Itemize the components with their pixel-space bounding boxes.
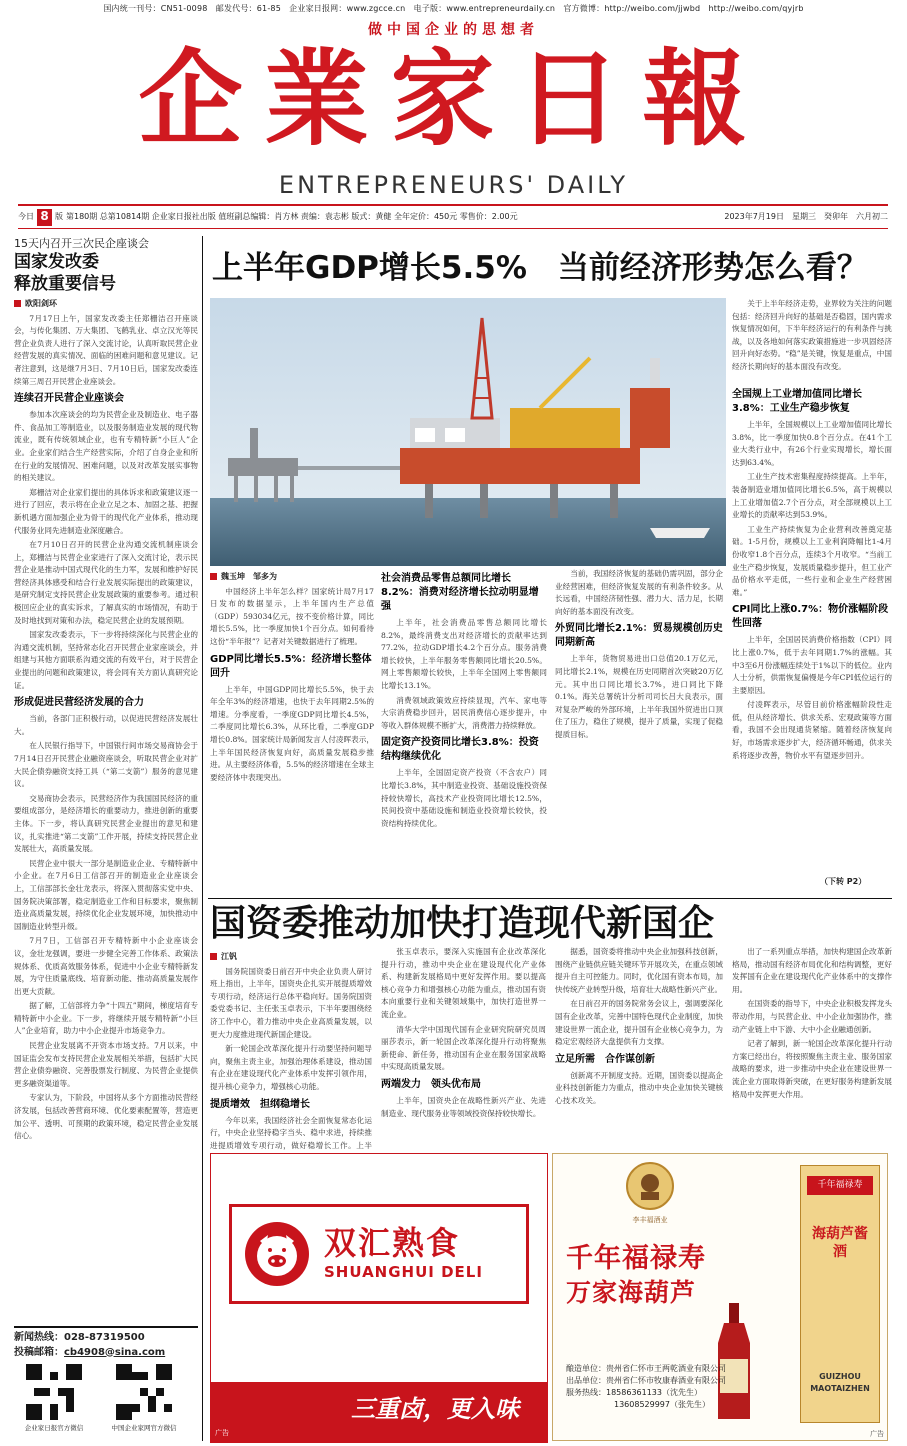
offshore-platform-image: [210, 298, 726, 566]
sasac-column-1: 江钒 国务院国资委日前召开中央企业负责人研讨班上指出，上半年，国资央企扎实开展提质增效专项行动，经济运行总体平稳向好。国务院国资委党委书记、主任张玉卓表示，下半年要围绕经济工作中心，着力推动中央企业高质量发展，以更大力度推进现代新国企建设。 新一轮国企改革深化提升行动要坚持问题导向，聚焦主责主业，加强治理体系建设，推动国有企业在建设现代化产业体系中发挥引领作用，提升核心竞争力，增强核心功能。 提质增效 担纲稳增长 今年以来，我国经济社会全面恢复常态化运行，中央企业坚持稳字当头、稳中求进，持续推进提质增效专项行动，做好稳增长工作。上半: [210, 952, 372, 1150]
qr-code-wechat-1: 企业家日报官方微信: [14, 1364, 94, 1433]
masthead-title: 企業家日報: [138, 37, 769, 160]
ad-haihulu-liquor[interactable]: [552, 1153, 888, 1441]
shuanghui-slogan: 三重卤，更入味: [351, 1395, 519, 1423]
box-en-1: GUIZHOU: [819, 1372, 861, 1382]
page-count-badge: 8: [37, 209, 52, 226]
qr-code-wechat-2: 中国企业家网官方微信: [104, 1364, 184, 1433]
gdp-headline: 上半年GDP增长5.5% 当前经济形势怎么看？: [212, 250, 868, 286]
sasac-subhead-3: 立足所需 合作谋创新: [555, 1053, 655, 1065]
left-footer: [14, 1326, 198, 1443]
today-pages: [18, 209, 518, 226]
hotline-number: 028-87319500: [64, 1332, 145, 1343]
gdp-column-a: 魏玉坤 邹多为 中国经济上半年怎么样？国家统计局7月17日发布的数据显示，上半年国内生产总值（GDP）593034亿元，按不变价格计算，同比增长5.5%，比一季度加快1个百分点。如何看待这份“半年报”？记者对关键数据进行了梳理。 GDP同比增长5.5%：经济增长整体回升 上半年，中国GDP同比增长5.5%，快于去年全年3%的经济增速，也快于去年同期2.5%的增速。分季度看，一季度GDP同比增长4.5%，二季度同比增长6.3%，从环比看，二季度GDP增长0.8%。国家统计局新闻发言人付凌晖表示，上半年国民经济恢复向好，高质量发展稳步推进。从主要经济体看，5.5%的经济增速在全球主要经济体中表现突出。: [210, 572, 374, 782]
box-top-label: 千年福禄寿: [807, 1176, 873, 1195]
qr-icon: [26, 1364, 82, 1420]
box-en-2: MAOTAIZHEN: [810, 1383, 870, 1393]
gdp-byline: 魏玉坤 邹多为: [210, 571, 374, 583]
gdp-right-column: 全国规上工业增加值同比增长3.8%：工业生产稳步恢复 上半年，全国规模以上工业增加值同比增长3.8%，比一季度加快0.8个百分点。在41个工业大类行业中，有26个行业实现增长，增长面达到63.4%。 工业生产技术密集程度持续提高。上半年，装备制造业增加值同比增长6.5%，高于规模以上工业增加值2.7个百分点，对全部规模以上工业增长的贡献率达到53.9%。 工业生产持续恢复为企业营利改善奠定基础。1-5月份，规模以上工业利润降幅比1-4月份收窄1.8个百分点，连续3个月收窄。“当前工业生产稳步恢复，发展质量稳步提升，但工业产品价格水平走低，一些行业和企业生产经营困难。” CPI同比上涨0.7%：物价涨幅阶段性回落 上半年，全国居民消费价格指数（CPI）同比上涨0.7%，低于去年同期1.7%的涨幅。其中3至6月份涨幅连续处于1%以下的低位。业内人士分析，供需恢复偏慢是今年CPI低位运行的主要原因。 付凌晖表示，尽管目前价格涨幅阶段性走低，但从经济增长、供求关系、宏观政策等方面看，我国不会出现通货紧缩。随着经济恢复向好，市场需求逐步扩大，经济循环畅通，供求关系将逐步改善，物价水平有望逐步回升。: [732, 389, 892, 760]
gdp-subhead-b2: 固定资产投资同比增长3.8%：投资结构继续优化: [381, 737, 539, 763]
email-row: 投稿邮箱：cb4908@sina.com: [14, 1346, 166, 1358]
gdp-photo: [210, 298, 726, 566]
liquor-box: [800, 1165, 880, 1423]
left-title-2: 释放重要信号: [14, 274, 116, 294]
sasac-column-2: 张玉卓表示，要深入实施国有企业改革深化提升行动，推动中央企业在建设现代化产业体系、构建新发展格局中更好发挥作用。要以提高核心竞争力和增强核心功能为重点，推动国有资本向重要行业和关键领域集中，加快打造世界一流企业。 清华大学中国现代国有企业研究院研究员周丽莎表示，新一轮国企改革深化提升行动将聚焦新使命、新任务，推动国有企业在服务国家战略中实现高质量发展。 两端发力 领头优布局 上半年，国资央企在战略性新兴产业、先进制造业、现代服务业等领域投资保持较快增长。: [381, 947, 546, 1118]
sasac-column-3: 据悉，国资委将推动中央企业加强科技创新，围绕产业链供应链关键环节开展攻关，在重点领域提升自主可控能力。同时，优化国有资本布局，加快传统产业转型升级，培育壮大战略性新兴产业。 在日前召开的国务院常务会议上，强调要深化国有企业改革，完善中国特色现代企业制度，加快建设世界一流企业，提升国有企业核心竞争力，为稳定宏观经济大盘提供有力支撑。 立足所需 合作谋创新 创新离不开制度支持。近期，国资委以提高企业科技创新能力为重点，推动中央企业加快关键核心技术攻关。: [555, 947, 723, 1105]
sasac-byline: 江钒: [210, 951, 372, 963]
email-address[interactable]: cb4908@sina.com: [64, 1346, 166, 1358]
liquor-hotline-1: 18586361133（沈先生）: [606, 1388, 702, 1397]
shuanghui-brand-cn: 双汇熟食: [324, 1224, 461, 1263]
ad-label: 广告: [215, 1429, 229, 1437]
gdp-subhead-b: 社会消费品零售总额同比增长8.2%：消费对经济增长拉动明显增强: [381, 573, 539, 612]
continued-note: （下转 P2）: [820, 877, 867, 886]
section-divider: [208, 898, 892, 899]
left-title-1: 国家发改委: [14, 252, 99, 272]
left-byline: 欧阳剑环: [14, 298, 198, 310]
sasac-headline: 国资委推动加快打造现代新国企: [210, 903, 715, 944]
ad-shuanghui[interactable]: [210, 1153, 548, 1443]
qr-icon: [116, 1364, 172, 1420]
liquor-hotline-2: 13608529997（张先生）: [614, 1400, 710, 1409]
sasac-column-4: 出了一系列重点举措，加快构建国企改革新格局，推动国有经济布局优化和结构调整，更好发挥国有企业在建设现代化产业体系中的支撑作用。 在国资委的指导下，中央企业积极发挥龙头带动作用，与民营企业、中小企业加强协作，推动产业链上中下游、大中小企业融通创新。 记者了解到，新一轮国企改革深化提升行动方案已经出台，将按照聚焦主责主业、服务国家战略的要求，进一步推动中央企业在建设世界一流企业方面取得新突破，在更好服务构建新发展格局中发挥更大作用。: [732, 947, 892, 1099]
column-divider: [202, 236, 203, 1441]
box-product-name: 海葫芦酱酒: [812, 1226, 868, 1261]
left-article: [14, 236, 198, 1326]
gdp-intro-column: 关于上半年经济走势，业界较为关注的问题包括：经济回升向好的基础是否稳固，国内需求恢复情况如何，下半年经济运行的有利条件与挑战，以及各地如何落实政策措施进一步巩固经济回升向好态势。“稳”是关键，恢复是重点，中国经济长期向好的基本面没有改变。: [732, 299, 892, 371]
shuanghui-brand-en: SHUANGHUI DELI: [324, 1263, 483, 1282]
left-kicker: 15天内召开三次民企座谈会: [14, 237, 149, 250]
left-body: 7月17日上午，国家发改委主任郑栅洁召开座谈会，与传化集团、万大集团、飞鹤乳业、卓立汉光等民营企业负责人进行了深入交流讨论，认真听取民营企业经营发展的真实情况、面临的困难问题和意见建议。记者注意到，这是继7月3日、7月10日后，国家发改委连续第三周召开民营企业座谈会。 连续召开民营企业座谈会 参加本次座谈会的均为民营企业及制造业、电子器件、食品加工等制造业，以及服务制造业发展的现代物流业，既有传统领域企业，也有专精特新“小巨人”企业。企业家们结合生产经营实际，介绍了自身企业和所在行业的发展情况、困难问题，以及对改革发展实事物的相关建议。 郑栅洁对企业家们提出的具体诉求和政策建议逐一进行了回应，表示将在企业立足之本、加固之基、把握新机遇方面加强企业为骨干的现代化产业体系，推动现代服务业同先进制造业深度融合。 在7月10日召开的民营企业沟通交流机制座谈会上，郑栅洁与民营企业家进行了深入交流讨论，表示民营企业是推动中国式现代化的生力军，发展和维护好民营经济具体感受和结合行业发展实际提出的政策建议，是研究制定支持民营企业发展政策的重要参考。通过积极回应企业的真实诉求，了解真实的市场情况，有助于及时地找到对策和办法，稳定民营企业的发展预期。 国家发改委表示，下一步将持续深化与民营企业的沟通交流机制，坚持常态化召开民营企业家座谈会，并组建与其他方面联系沟通交流的有效平台，对于民营企业提出的问题和政策建议，将会同有关方面认真研究论证。 形成促进民营经济发展的合力 当前，各部门正积极行动，以促进民营经济发展壮大。 在人民银行指导下，中国银行间市场交易商协会于7月14日召开民营企业融资座谈会，听取民营企业对扩大民企债券融资支持工具（“第二支箭”）服务的意见建议。 交易商协会表示，民营经济作为我国国民经济的重要组成部分，是经济增长的重要动力，推进创新的重要主体。下一步，将认真研究民营企业提出的意见和建议，扎实推进“第二支箭”工作开展，持续支持民营企业发展壮大，高质量发展。 民营企业中很大一部分是制造业企业、专精特新中小企业。在7月6日工信部召开的制造业企业座谈会上，工信部部长金壮龙表示，将深入贯彻落实党中央、国务院决策部署，稳定制造业工作和目标要求，聚焦制造业高质量发展，持续优化企业发展环境，加快推动中国制造业转型升级。 7月7日，工信部召开专精特新中小企业座谈会议，金壮龙强调，要进一步健全完善工作体系、政策法规体系、优质高效服务体系，促进中小企业专精特新发展，为守住质量底线、培育新动能、推动高质量发展作出更大贡献。 据了解，工信部将力争“十四五”期间，梯度培育专精特新中小企业。下一步，将继续开展专精特新“小巨人”企业培育，助力中小企业提升市场竞争力。 民营企业发展离不开资本市场支持。7月以来，中国证监会发布支持民营企业发展相关举措，包括扩大民营企业债券融资、完善股票发行制度、为民营企业提供更多融资渠道等。 专家认为，下阶段，中国将从多个方面推动民营经济发展，包括改善营商环境、优化要素配置等，营造更加公平、透明、可预期的政策环境，稳定民营企业发展信心。: [14, 313, 198, 1141]
sasac-subhead-2: 两端发力 领头优布局: [381, 1078, 481, 1090]
liquor-headline-2: 万家海葫芦: [566, 1278, 697, 1307]
masthead-tagline: 做中国企业的思想者: [368, 22, 539, 38]
gdp-column-c: 当前，我国经济恢复的基础仍需巩固，部分企业经营困难，但经济恢复发展的有利条件较多。从长远看，中国经济韧性强、潜力大、活力足，长期向好的基本面没有改变。 外贸同比增长2.1%：贸易规模创历史同期新高 上半年，货物贸易进出口总值20.1万亿元，同比增长2.1%，规模在历史同期首次突破20万亿元。其中出口同比增长3.7%，进口同比下降0.1%。海关总署统计分析司司长吕大良表示，面对复杂严峻的外部环境，上半年我国外贸进出口顶住了压力，稳住了规模，提升了质量，实现了促稳提质目标。: [555, 569, 723, 739]
liquor-contact-block: 酿造单位：贵州省仁怀市王两乾酒业有限公司 出品单位：贵州省仁怀市牧康春酒业有限公司 服务热线：18586361133（沈先生） 13608529997（张先生）: [566, 1363, 796, 1411]
gdp-subhead-c: 外贸同比增长2.1%：贸易规模创历史同期新高: [555, 623, 723, 649]
issue-info-bar: [18, 204, 888, 229]
left-subhead-1: 连续召开民营企业座谈会: [14, 393, 124, 405]
gdp-column-b: 社会消费品零售总额同比增长8.2%：消费对经济增长拉动明显增强 上半年，社会消费品零售总额同比增长8.2%，最终消费支出对经济增长的贡献率达到77.2%，拉动GDP增长4.2个百分点。服务消费增长较快，上半年服务零售额同比增长20.5%。网上零售额增长较快，上半年全国网上零售额同比增长13.1%。 消费领域政策效应持续显现，汽车、家电等大宗消费稳步回升，居民消费信心逐步提升，中等收入群体规模不断扩大，消费潜力持续释放。 固定资产投资同比增长3.8%：投资结构继续优化 上半年，全国固定资产投资（不含农户）同比增长3.8%，其中制造业投资、基础设施投资保持较快增长，高技术产业投资同比增长12.5%，民间投资中基础设施和制造业投资增长较快，投资结构持续优化。: [381, 573, 547, 828]
left-subhead-2: 形成促进民营经济发展的合力: [14, 697, 144, 709]
issue-details: 第180期 总第10814期 企业家日报社出版 值班副总编辑：肖方林 责编：袁志彬 版式：黄健 全年定价：450元 零售价：2.00元: [66, 212, 518, 222]
shuanghui-logo-box: [229, 1204, 529, 1304]
masthead-english: ENTREPRENEURS' DAILY: [278, 171, 629, 199]
sasac-subhead-1: 提质增效 担纲稳增长: [210, 1098, 310, 1110]
hotline-row: 新闻热线：028-87319500: [14, 1332, 145, 1343]
seal-logo-icon: [625, 1161, 675, 1211]
gdp-right-subhead-1: 全国规上工业增加值同比增长3.8%：工业生产稳步恢复: [732, 389, 862, 414]
pig-logo-icon: [242, 1219, 312, 1289]
publication-info: 国内统一刊号：CN51-0098 邮发代号：61-85 企业家日报网：www.zgcce.cn 电子版：www.entrepreneurdaily.cn 官方微博：http://weibo.com/jjwbd http://weibo.com/qyjrb: [103, 4, 804, 13]
today-label: 今日: [18, 212, 34, 222]
liquor-headline-1: 千年福禄寿: [566, 1243, 706, 1274]
page-count-unit: 版: [55, 212, 63, 222]
gdp-right-subhead-2: CPI同比上涨0.7%：物价涨幅阶段性回落: [732, 604, 889, 630]
liquor-logo: 李丰福酒业: [620, 1161, 680, 1225]
issue-date: 2023年7月19日 星期三 癸卯年 六月初二: [724, 212, 888, 222]
ad-label: 广告: [870, 1430, 884, 1438]
gdp-subhead-a: GDP同比增长5.5%：经济增长整体回升: [210, 653, 372, 679]
